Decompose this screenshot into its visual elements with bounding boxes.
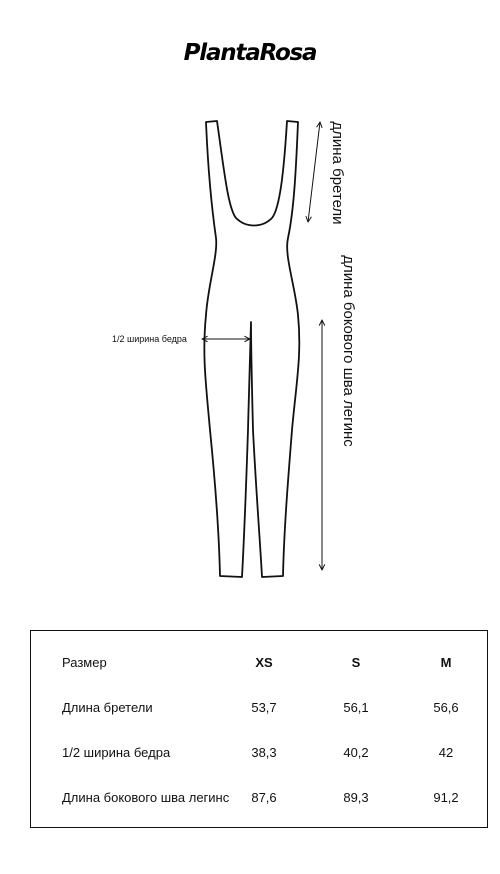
row-value-xs: 53,7 [251,700,277,715]
size-header-s: S [351,655,361,670]
table-row [31,788,487,808]
table-row [31,743,487,763]
jumpsuit-outline-drawing [40,110,460,590]
side-seam-label: длина бокового шва легинс [340,255,357,447]
row-name: Длина бокового шва легинс [62,790,230,805]
row-value-m: 56,6 [433,700,459,715]
row-name: Длина бретели [62,700,153,715]
hip-half-width-label: 1/2 ширина бедра [112,334,187,344]
size-header-xs: XS [255,655,273,670]
brand-logo: PlantaRosa [183,40,317,66]
row-value-xs: 38,3 [251,745,277,760]
size-header-m: M [440,655,452,670]
row-value-s: 40,2 [343,745,369,760]
row-value-s: 56,1 [343,700,369,715]
table-header-row [31,653,487,673]
row-value-m: 42 [438,745,454,760]
row-value-s: 89,3 [343,790,369,805]
strap-length-label: длина бретели [329,121,346,225]
row-name: 1/2 ширина бедра [62,745,171,760]
table-row [31,698,487,718]
row-value-m: 91,2 [433,790,459,805]
row-value-xs: 87,6 [251,790,277,805]
jumpsuit-outline [204,121,299,577]
size-header-label: Размер [62,655,107,670]
size-table [30,630,488,828]
garment-diagram [40,110,460,590]
strap-length-arrow [308,122,320,222]
